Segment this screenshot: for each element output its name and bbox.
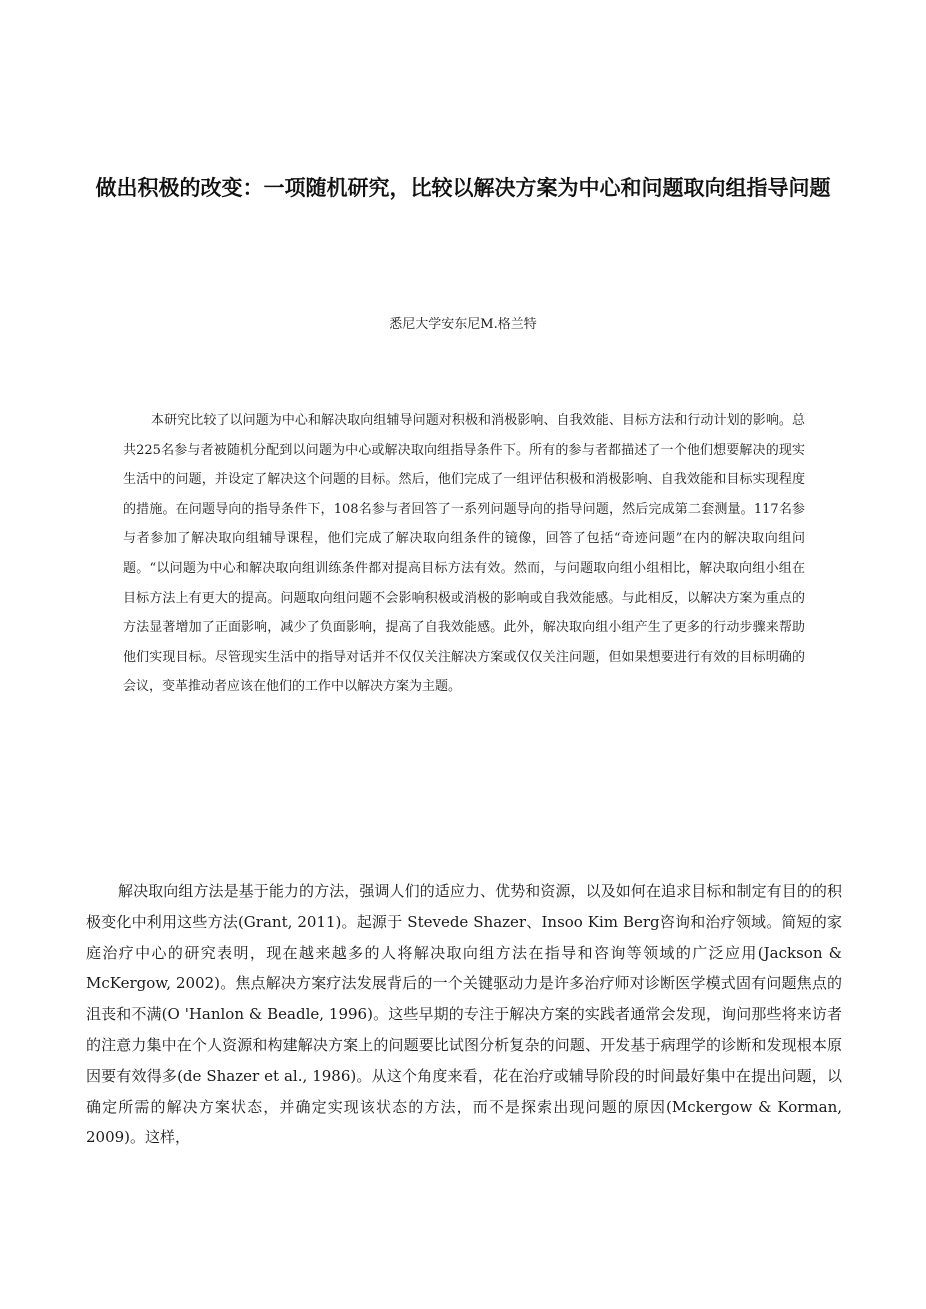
abstract-paragraph: 本研究比较了以问题为中心和解决取向组辅导问题对积极和消极影响、自我效能、目标方法和行动计划的影响。总共225名参与者被随机分配到以问题为中心或解决取向组指导条件下。所有的参与者都描述了一个他们想要解决的现实生活中的问题，并设定了解决这个问题的目标。然后，他们完成了一组评估积极和消极影响、自我效能和目标实现程度的措施。在问题导向的指导条件下，108名参与者回答了一系列问题导向的指导问题，然后完成第二套测量。117名参与者参加了解决取向组辅导课程，他们完成了解决取向组条件的镜像，回答了包括“奇迹问题”在内的解决取向组问题。“以问题为中心和解决取向组训练条件都对提高目标方法有效。然而，与问题取向组小组相比，解决取向组小组在目标方法上有更大的提高。问题取向组问题不会影响积极或消极的影响或自我效能感。与此相反，以解决方案为重点的方法显著增加了正面影响，减少了负面影响，提高了自我效能感。此外，解决取向组小组产生了更多的行动步骤来帮助他们实现目标。尽管现实生活中的指导对话并不仅仅关注解决方案或仅仅关注问题，但如果想要进行有效的目标明确的会议，变革推动者应该在他们的工作中以解决方案为主题。 bbox=[123, 413, 805, 695]
document-title: 做出积极的改变：一项随机研究，比较以解决方案为中心和问题取向组指导问题 bbox=[95, 176, 831, 200]
body-paragraph: 解决取向组方法是基于能力的方法，强调人们的适应力、优势和资源，以及如何在追求目标和制定有目的的积极变化中利用这些方法(Grant, 2011)。起源于 Stevede Shazer、Insoo Kim Berg咨询和治疗领域。简短的家庭治疗中心的研究表明，现在越来越多的人将解决取向组方法在指导和咨询等领域的广泛应用(Jackson & McKergow, 2002)。焦点解决方案疗法发展背后的一个关键驱动力是许多治疗师对诊断医学模式固有问题焦点的沮丧和不满(O 'Hanlon & Beadle, 1996)。这些早期的专注于解决方案的实践者通常会发现，询问那些将来访者的注意力集中在个人资源和构建解决方案上的问题要比试图分析复杂的问题、开发基于病理学的诊断和发现根本原因要有效得多(de Shazer et al., 1986)。从这个角度来看，花在治疗或辅导阶段的时间最好集中在提出问题，以确定所需的解决方案状态，并确定实现该状态的方法，而不是探索出现问题的原因(Mckergow & Korman, 2009)。这样， bbox=[86, 882, 842, 1147]
author-line: 悉尼大学安东尼M.格兰特 bbox=[389, 317, 537, 332]
